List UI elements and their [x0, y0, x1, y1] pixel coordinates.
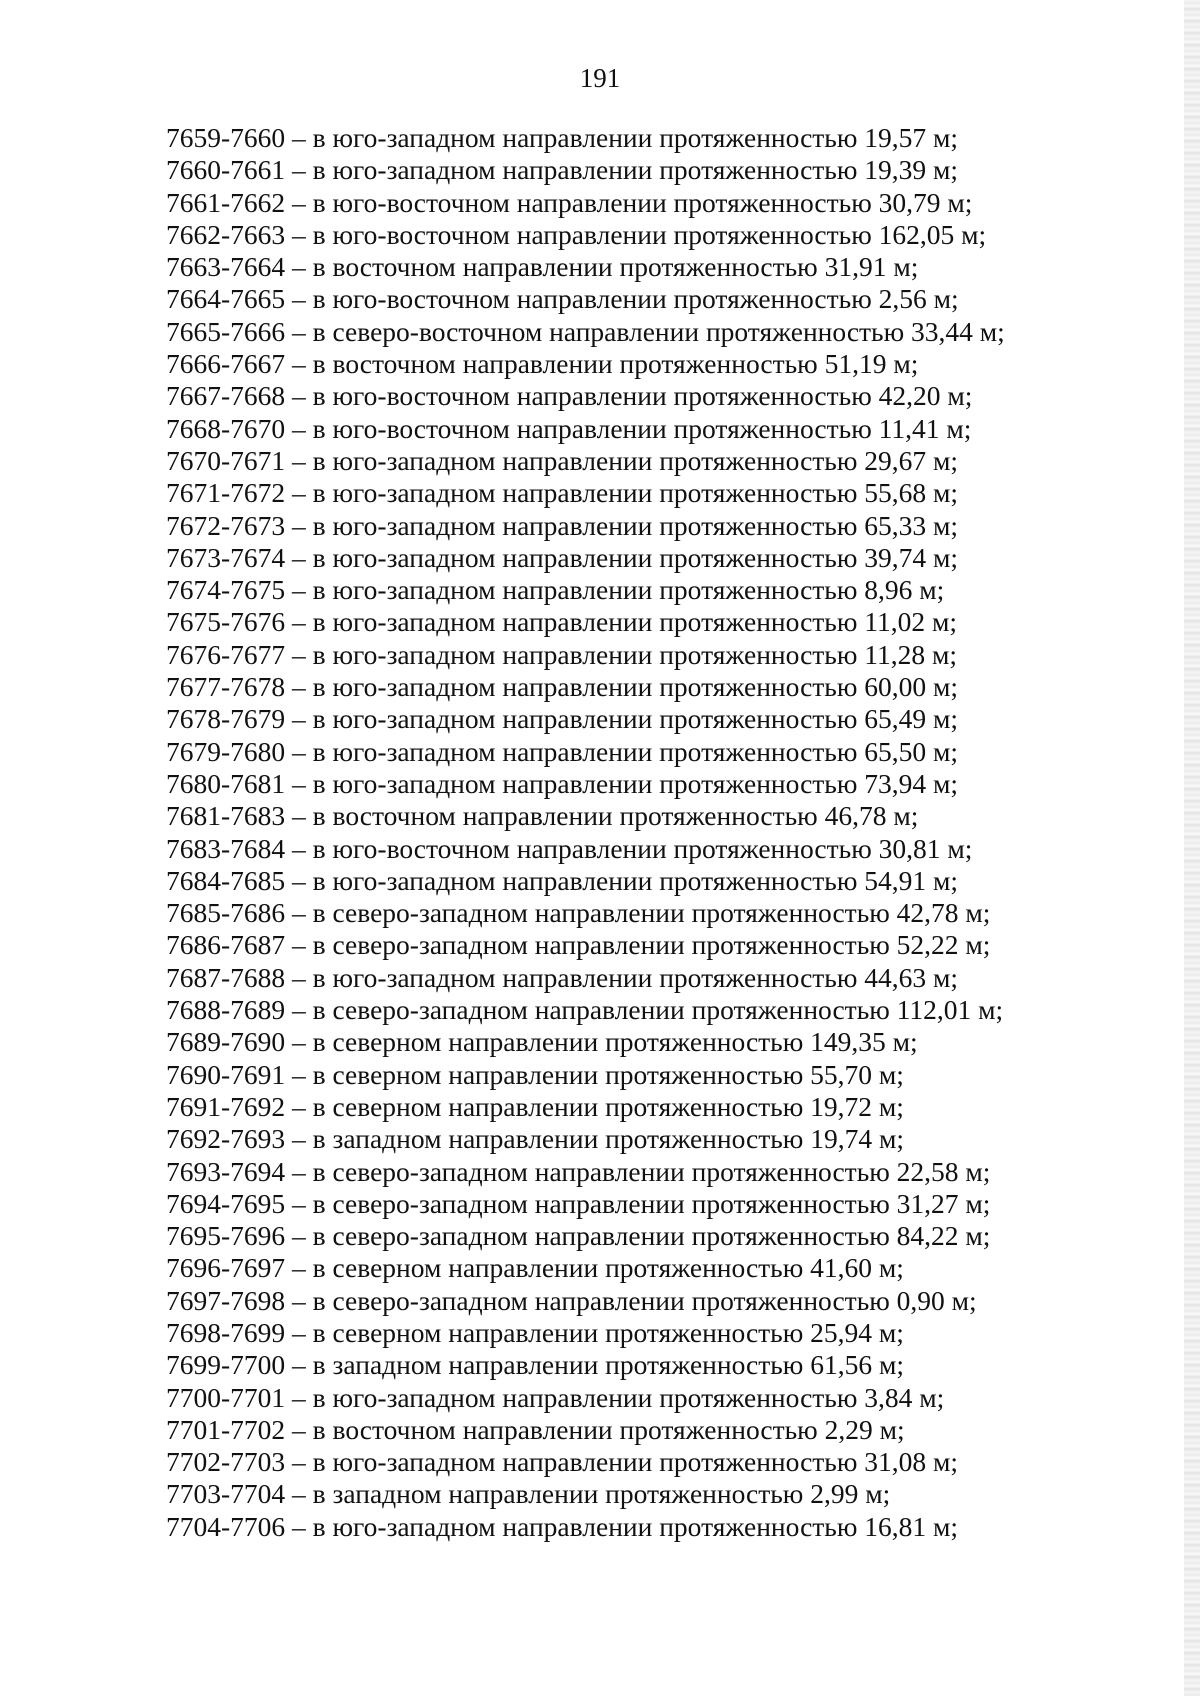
segment-line: 7686-7687 – в северо-западном направлении протяженностью 52,22 м; [166, 929, 991, 961]
segment-line: 7667-7668 – в юго-восточном направлении протяженностью 42,20 м; [166, 380, 973, 412]
segment-line: 7681-7683 – в восточном направлении протяженностью 46,78 м; [166, 800, 919, 832]
segment-line: 7678-7679 – в юго-западном направлении протяженностью 65,49 м; [166, 703, 959, 735]
segment-line: 7679-7680 – в юго-западном направлении протяженностью 65,50 м; [166, 735, 959, 767]
segment-line: 7672-7673 – в юго-западном направлении протяженностью 65,33 м; [166, 509, 959, 541]
page-number: 191 [579, 63, 621, 93]
segment-line: 7703-7704 – в западном направлении протяженностью 2,99 м; [166, 1478, 891, 1510]
segment-line: 7693-7694 – в северо-западном направлении протяженностью 22,58 м; [166, 1155, 991, 1187]
segment-line: 7683-7684 – в юго-восточном направлении протяженностью 30,81 м; [166, 832, 973, 864]
segment-line: 7689-7690 – в северном направлении протяженностью 149,35 м; [166, 1026, 918, 1058]
segment-line: 7684-7685 – в юго-западном направлении протяженностью 54,91 м; [166, 864, 959, 896]
segment-line: 7685-7686 – в северо-западном направлении протяженностью 42,78 м; [166, 897, 991, 929]
scan-edge-artifact [1184, 0, 1200, 1696]
segment-line: 7692-7693 – в западном направлении протяженностью 19,74 м; [166, 1123, 905, 1155]
segment-line: 7659-7660 – в юго-западном направлении протяженностью 19,57 м; [166, 122, 959, 153]
segment-line: 7668-7670 – в юго-восточном направлении протяженностью 11,41 м; [166, 412, 972, 444]
segment-line: 7704-7706 – в юго-западном направлении протяженностью 16,81 м; [166, 1510, 959, 1542]
segment-line: 7690-7691 – в северном направлении протяженностью 55,70 м; [166, 1058, 904, 1090]
segment-line: 7663-7664 – в восточном направлении протяженностью 31,91 м; [166, 251, 919, 283]
segment-line: 7675-7676 – в юго-западном направлении протяженностью 11,02 м; [166, 606, 958, 638]
segment-line: 7661-7662 – в юго-восточном направлении протяженностью 30,79 м; [166, 186, 973, 218]
segment-line: 7688-7689 – в северо-западном направлении протяженностью 112,01 м; [166, 994, 1004, 1026]
segment-line: 7697-7698 – в северо-западном направлении протяженностью 0,90 м; [166, 1284, 977, 1316]
segment-line: 7666-7667 – в восточном направлении протяженностью 51,19 м; [166, 348, 919, 380]
segment-line: 7695-7696 – в северо-западном направлении протяженностью 84,22 м; [166, 1220, 991, 1252]
segment-line: 7660-7661 – в юго-западном направлении протяженностью 19,39 м; [166, 154, 959, 186]
segment-line: 7664-7665 – в юго-восточном направлении протяженностью 2,56 м; [166, 283, 959, 315]
segment-line: 7702-7703 – в юго-западном направлении протяженностью 31,08 м; [166, 1446, 959, 1478]
segment-line: 7691-7692 – в северном направлении протяженностью 19,72 м; [166, 1090, 904, 1122]
segment-line: 7698-7699 – в северном направлении протяженностью 25,94 м; [166, 1316, 904, 1348]
segment-line: 7696-7697 – в северном направлении протяженностью 41,60 м; [166, 1252, 904, 1284]
segment-list [166, 122, 1066, 1543]
segment-line: 7670-7671 – в юго-западном направлении протяженностью 29,67 м; [166, 444, 959, 476]
segment-line: 7674-7675 – в юго-западном направлении протяженностью 8,96 м; [166, 574, 945, 606]
segment-line: 7687-7688 – в юго-западном направлении протяженностью 44,63 м; [166, 961, 959, 993]
segment-line: 7701-7702 – в восточном направлении протяженностью 2,29 м; [166, 1413, 905, 1445]
segment-line: 7699-7700 – в западном направлении протяженностью 61,56 м; [166, 1349, 905, 1381]
segment-line: 7665-7666 – в северо-восточном направлении протяженностью 33,44 м; [166, 315, 1005, 347]
segment-line: 7673-7674 – в юго-западном направлении протяженностью 39,74 м; [166, 541, 959, 573]
segment-line: 7662-7663 – в юго-восточном направлении протяженностью 162,05 м; [166, 218, 987, 250]
segment-line: 7700-7701 – в юго-западном направлении протяженностью 3,84 м; [166, 1381, 945, 1413]
segment-line: 7694-7695 – в северо-западном направлении протяженностью 31,27 м; [166, 1187, 991, 1219]
segment-line: 7676-7677 – в юго-западном направлении протяженностью 11,28 м; [166, 638, 958, 670]
segment-line: 7671-7672 – в юго-западном направлении протяженностью 55,68 м; [166, 477, 959, 509]
segment-line: 7677-7678 – в юго-западном направлении протяженностью 60,00 м; [166, 671, 959, 703]
segment-line: 7680-7681 – в юго-западном направлении протяженностью 73,94 м; [166, 767, 959, 799]
